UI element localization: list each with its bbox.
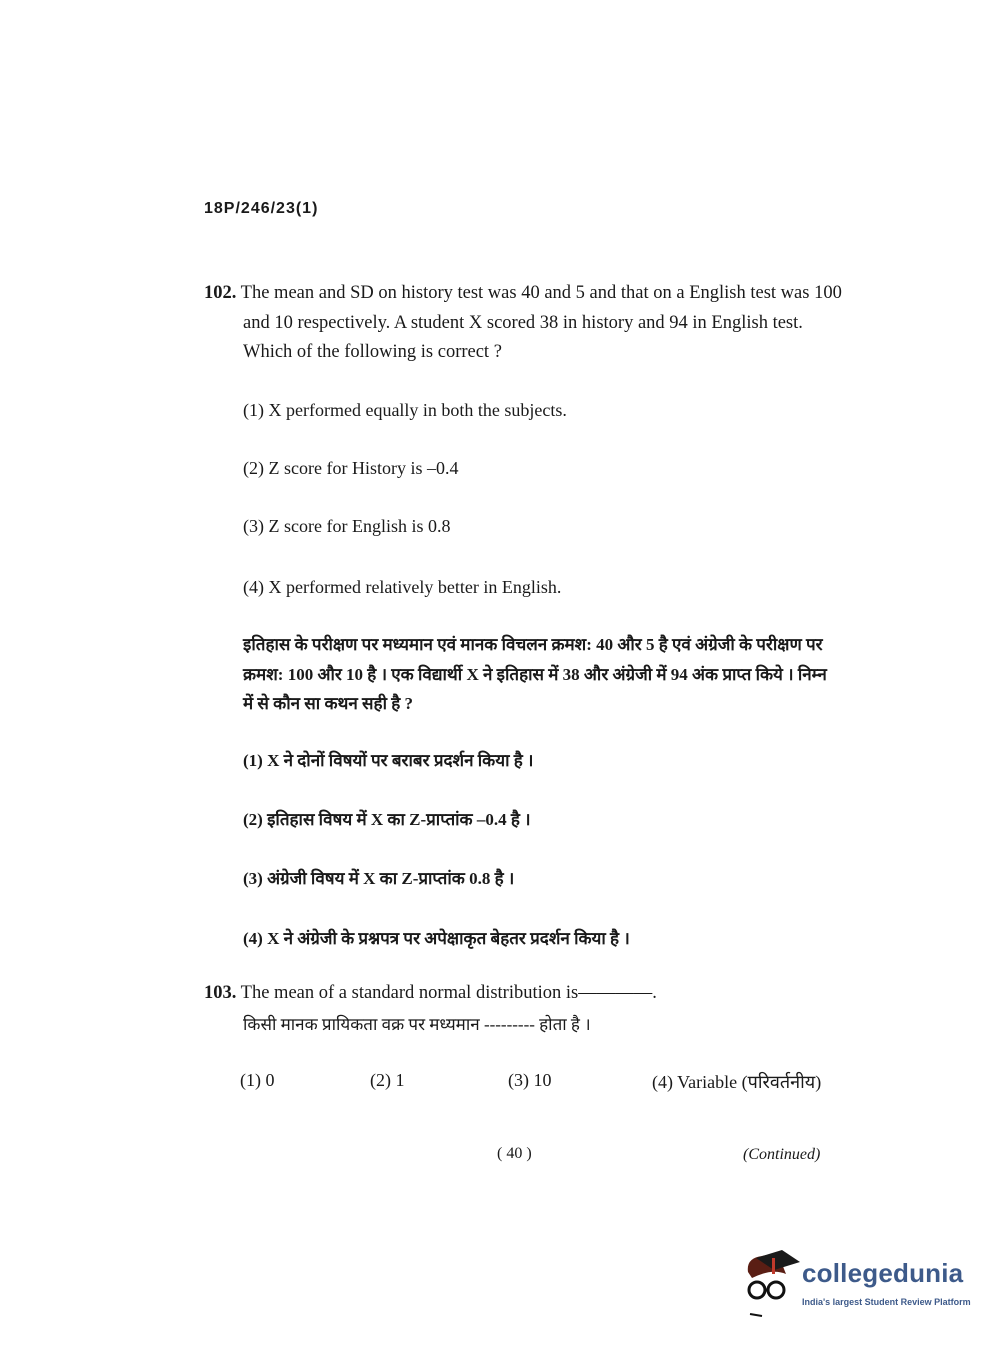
hindi-question-line3: में से कौन सा कथन सही है ? bbox=[243, 694, 413, 713]
question-text: The mean and SD on history test was 40 and 5 and that on a English test was 100 bbox=[240, 283, 842, 303]
option-en-2: (2) Z score for History is –0.4 bbox=[243, 458, 459, 478]
question-number: 102. bbox=[204, 283, 237, 303]
option-4: (4) Variable (परिवर्तनीय) bbox=[652, 1072, 822, 1092]
paper-code: 18P/246/23(1) bbox=[204, 200, 319, 217]
continued-label: (Continued) bbox=[743, 1146, 821, 1163]
collegedunia-logo bbox=[742, 1248, 972, 1318]
option-en-4: (4) X performed relatively better in English. bbox=[243, 577, 562, 597]
option-1: (1) 0 bbox=[240, 1070, 275, 1090]
question-102-line2: and 10 respectively. A student X scored 38 in history and 94 in English test. bbox=[243, 313, 803, 333]
option-en-3: (3) Z score for English is 0.8 bbox=[243, 516, 451, 536]
question-text: The mean of a standard normal distribution is————. bbox=[240, 983, 657, 1003]
brand-tagline: India's largest Student Review Platform bbox=[802, 1297, 971, 1307]
option-hi-1: (1) X ने दोनों विषयों पर बराबर प्रदर्शन किया है । bbox=[243, 751, 534, 770]
mascot-icon bbox=[742, 1248, 800, 1318]
question-103-line1 bbox=[204, 978, 657, 1008]
question-number: 103. bbox=[204, 983, 237, 1003]
option-2: (2) 1 bbox=[370, 1070, 405, 1090]
option-hi-3: (3) अंग्रेजी विषय में X का Z-प्राप्तांक 0.8 है । bbox=[243, 869, 515, 888]
brand-name: collegedunia bbox=[802, 1258, 964, 1288]
question-103-hindi: किसी मानक प्रायिकता वक्र पर मध्यमान --------- होता है । bbox=[243, 1015, 591, 1034]
option-hi-4: (4) X ने अंग्रेजी के प्रश्नपत्र पर अपेक्षाकृत बेहतर प्रदर्शन किया है । bbox=[243, 929, 630, 948]
question-102-line3: Which of the following is correct ? bbox=[243, 342, 502, 362]
hindi-question-line1: इतिहास के परीक्षण पर मध्यमान एवं मानक विचलन क्रमश: 40 और 5 है एवं अंग्रेजी के परीक्षण पर bbox=[243, 635, 823, 654]
option-en-1: (1) X performed equally in both the subjects. bbox=[243, 400, 567, 420]
option-3: (3) 10 bbox=[508, 1070, 552, 1090]
hindi-question-line2: क्रमश: 100 और 10 है । एक विद्यार्थी X ने इतिहास में 38 और अंग्रेजी में 94 अंक प्राप्त किये । निम्न bbox=[243, 665, 827, 684]
page-number: ( 40 ) bbox=[497, 1145, 532, 1162]
question-102-line1 bbox=[204, 278, 842, 308]
option-hi-2: (2) इतिहास विषय में X का Z-प्राप्तांक –0.4 है । bbox=[243, 810, 531, 829]
